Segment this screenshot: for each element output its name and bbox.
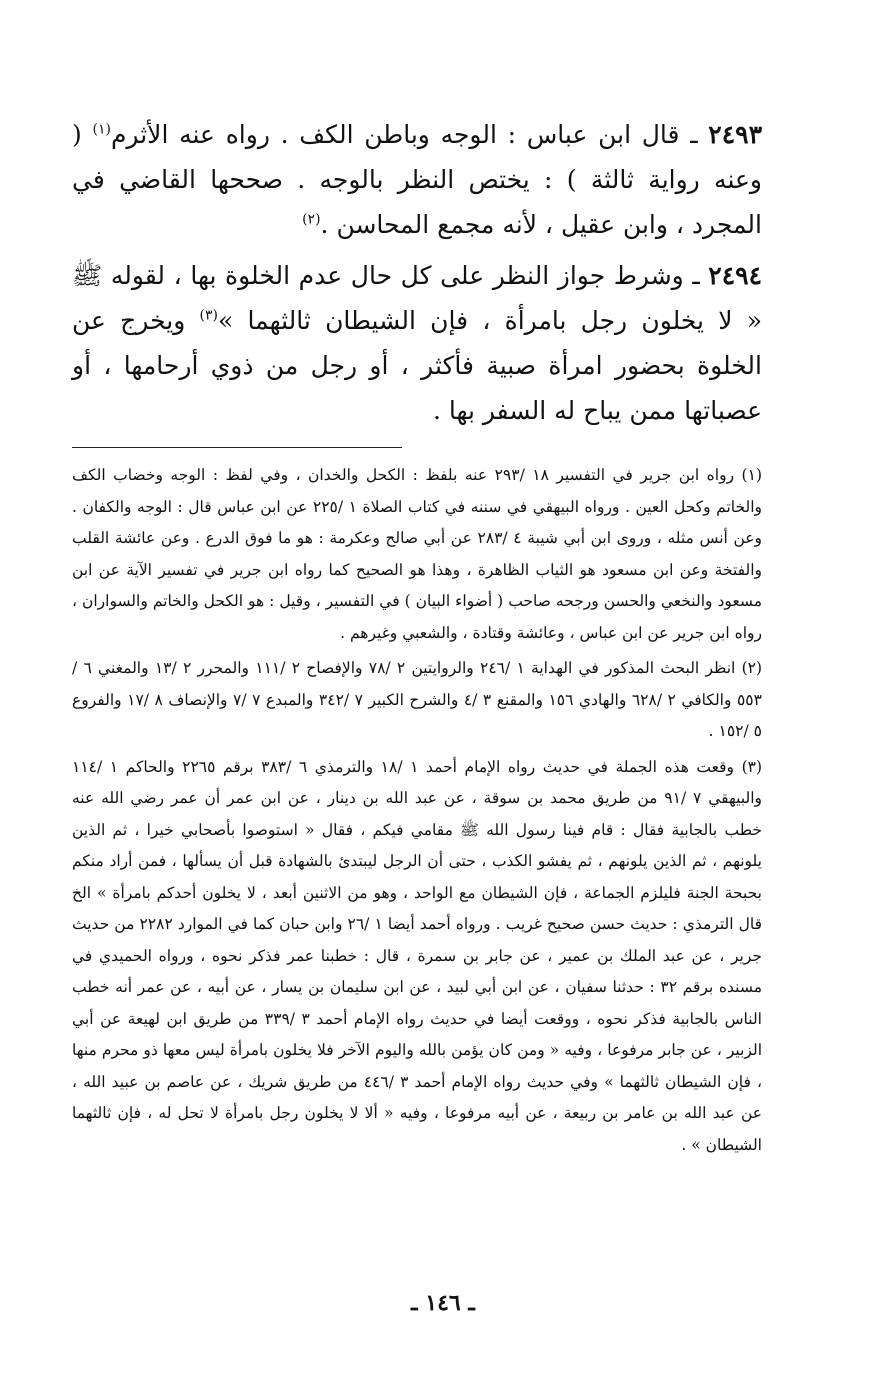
paragraph-number: ٢٤٩٣: [708, 120, 762, 149]
footnote-text: انظر البحث المذكور في الهداية ١ /٢٤٦ والروايتين ٢ /٧٨ والإفصاح ٢ /١١١ والمحرر ٢ /١٣ والمغني ٦ /٥٥٣ والكافي ٢ /٦٢٨ والهادي ١٥٦ والمقنع ٣ /٤ والشرح الكبير ٧ /٣٤٢ والمبدع ٧ /٧ والإنصاف ٨ /١٧ والفروع ٥ /١٥٢ .: [72, 659, 762, 740]
paragraph-text: ( وعنه رواية ثالثة ) : يختص النظر بالوجه . صححها القاضي في المجرد ، وابن عقيل ، لأنه مجمع المحاسن .: [72, 120, 762, 239]
footnote-ref: (٣): [199, 307, 218, 324]
footnote-marker: (١): [741, 466, 762, 484]
paragraph-2493: [72, 112, 762, 247]
footnote-ref: (٢): [302, 211, 321, 228]
paragraph-number: ٢٤٩٤: [708, 261, 762, 290]
footnote-3: [72, 752, 762, 1162]
footnote-text: وقعت هذه الجملة في حديث رواه الإمام أحمد ١ /١٨ والترمذي ٦ /٣٨٣ برقم ٢٢٦٥ والحاكم ١ /١١٤ والبيهقي ٧ /٩١ من طريق محمد بن سوقة ، عن عبد الله بن دينار ، عن ابن عمر أن عمر رضي الله عنه خطب بالجابية فقال : قام فينا رسول الله ﷺ مقامي فيكم ، فقال « استوصوا بأصحابي خيرا ، ثم الذين يلونهم ، ثم الذين يلونهم ، ثم يفشو الكذب ، حتى أن الرجل ليبتدئ بالشهادة قبل أن يسألها ، فمن أراد منكم بحبحة الجنة فليلزم الجماعة ، فإن الشيطان مع الواحد ، وهو من الاثنين أبعد ، لا يخلون أحدكم بامرأة » الخ قال الترمذي : حديث حسن صحيح غريب . ورواه أحمد أيضا ١ /٢٦ وابن حبان كما في الموارد ٢٢٨٢ من حديث جرير ، عن عبد الملك بن عمير ، عن جابر بن سمرة ، قال : خطبنا عمر فذكر نحوه ، ورواه الحميدي في مسنده برقم ٣٢ : حدثنا سفيان ، عن ابن أبي لبيد ، عن ابن سليمان بن يسار ، عن أبيه ، عن عمر أنه خطب الناس بالجابية فذكر نحوه ، ووقعت أيضا في حديث رواه الإمام أحمد ٣ /٣٣٩ من طريق ابن لهيعة عن أبي الزبير ، عن جابر مرفوعا ، وفيه « ومن كان يؤمن بالله واليوم الآخر فلا يخلون بامرأة ليس معها ذو محرم منها ، فإن الشيطان ثالثهما » وفي حديث رواه الإمام أحمد ٣ /٤٤٦ من طريق شريك ، عن عاصم بن عبيد الله ، عن عبد الله بن عامر بن ربيعة ، عن أبيه مرفوعا ، وفيه « ألا لا يخلون رجل بامرأة لا تحل له ، فإن ثالثهما الشيطان » .: [72, 757, 763, 1154]
paragraph-text: ويخرج عن الخلوة بحضور امرأة صبية فأكثر ، أو رجل من ذوي أرحامها ، أو عصباتها ممن يباح له السفر بها .: [72, 306, 762, 425]
page-number: ـ ١٤٦ ـ: [411, 1290, 475, 1316]
footnote-marker: (٣): [741, 757, 763, 776]
footnote-marker: (٢): [741, 659, 763, 677]
footnotes: [72, 460, 762, 1161]
page-content: [72, 112, 762, 1342]
footnote-separator: [72, 447, 402, 448]
paragraph-text: ـ وشرط جواز النظر على كل حال عدم الخلوة بها ، لقوله ﷺ « لا يخلون رجل بامرأة ، فإن الشيطان ثالثهما »: [72, 261, 763, 335]
footnote-1: [72, 460, 762, 649]
footnote-2: [72, 653, 762, 748]
main-text: [72, 112, 762, 433]
paragraph-text: ـ قال ابن عباس : الوجه وباطن الكف . رواه عنه الأثرم: [110, 120, 709, 149]
paragraph-2494: [72, 253, 762, 433]
footnote-text: رواه ابن جرير في التفسير ١٨ /٢٩٣ عنه بلفظ : الكحل والخدان ، وفي لفظ : الوجه وخضاب الكف والخاتم وكحل العين . ورواه البيهقي في سننه في كتاب الصلاة ١ /٢٢٥ عن ابن عباس قال : الوجه والكفان . وعن أنس مثله ، وروى ابن أبي شيبة ٤ /٢٨٣ عن أبي صالح وعكرمة : هو ما فوق الدرع . وعن عائشة القلب والفتخة وعن ابن مسعود هو الثياب الظاهرة ، وهذا هو الصحيح كما رواه ابن جرير في تفسير الآية عن ابن مسعود والنخعي والحسن ورجحه صاحب ( أضواء البيان ) في التفسير ، وقيل : هو الكحل والخاتم والسواران ، رواه ابن جرير عن ابن عباس ، وعائشة وقتادة ، والشعبي وغيرهم .: [72, 466, 762, 642]
footnote-ref: (١): [92, 121, 111, 138]
